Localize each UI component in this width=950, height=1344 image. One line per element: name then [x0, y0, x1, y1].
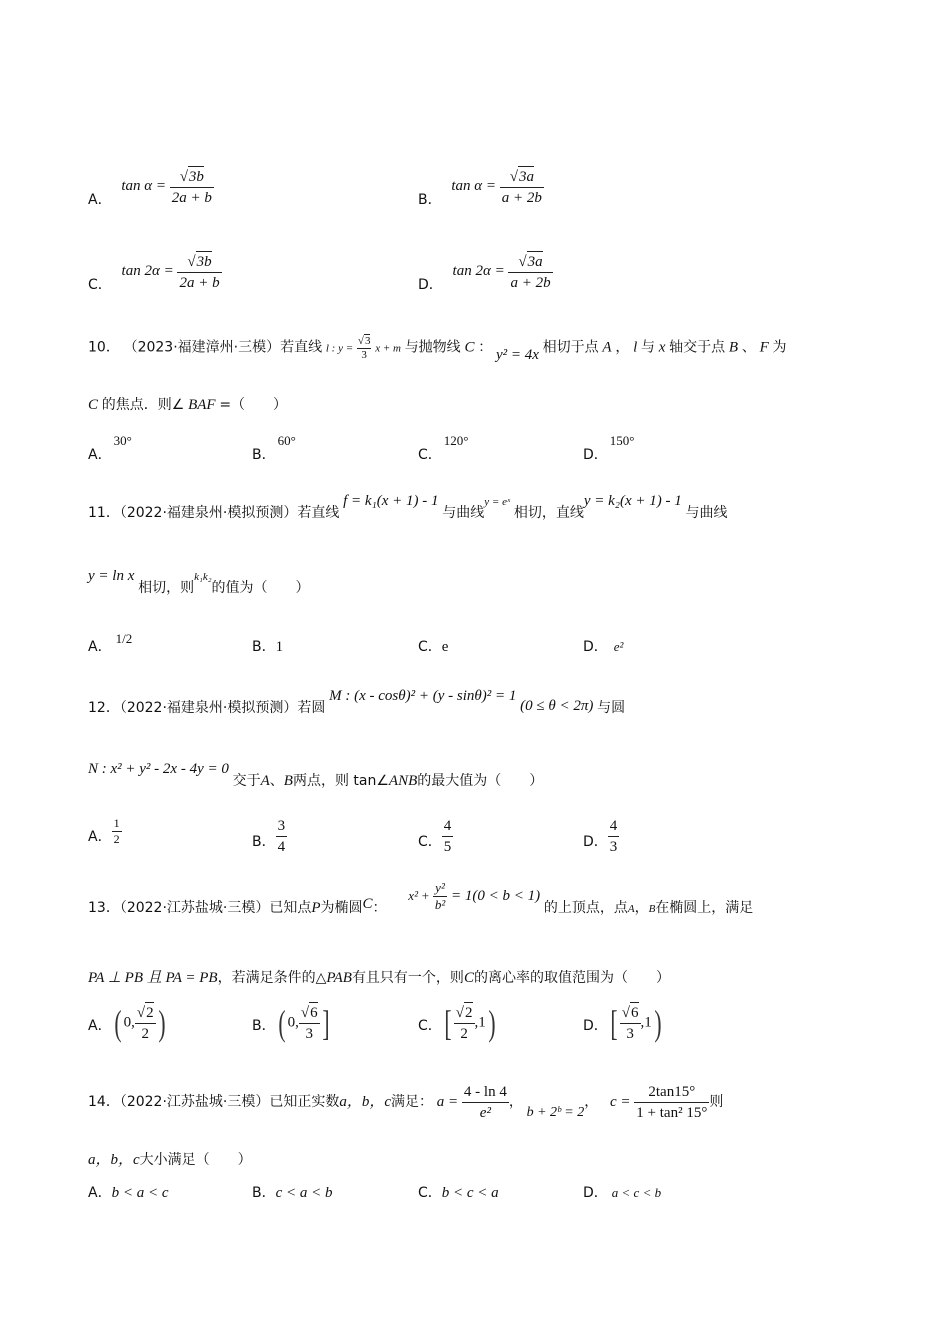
- option-lhs: tan α =: [121, 178, 166, 195]
- interval-bound: 0,: [287, 1014, 299, 1031]
- option-label: B．: [252, 833, 276, 850]
- stem-text: ：: [478, 339, 493, 356]
- ellipse-condition: = 1(0 < b < 1): [450, 887, 541, 904]
- fraction-denominator: e²: [479, 1105, 491, 1121]
- a-definition-fraction: [462, 1082, 509, 1123]
- option-label: D．: [583, 639, 608, 655]
- q12-stem-line2: [88, 758, 544, 789]
- option-value: 150°: [609, 433, 635, 448]
- option-label: A．: [88, 1185, 112, 1201]
- option-label: A．: [88, 1018, 112, 1035]
- line-equation-tail: x + m: [375, 342, 401, 355]
- fraction-denominator: 2a + b: [179, 275, 220, 291]
- interval-bracket: [: [444, 1003, 452, 1043]
- stem-text: 两点，则 tan∠: [292, 773, 389, 789]
- q11-option-d: [583, 636, 623, 656]
- option-fraction: [276, 816, 288, 857]
- option-label: B．: [418, 192, 442, 209]
- q9-option-c: [88, 251, 222, 293]
- stem-text: ，: [634, 899, 649, 916]
- question-number: 12．: [88, 700, 120, 716]
- option-value: 30°: [113, 433, 132, 448]
- option-value: 1: [275, 639, 284, 655]
- point-name: A: [627, 902, 635, 915]
- option-label: C．: [418, 1185, 442, 1201]
- curve-name: C: [362, 895, 373, 912]
- q13-option-c: [418, 1002, 498, 1044]
- fraction-numerator: 4: [442, 816, 454, 837]
- option-value: 60°: [277, 433, 296, 448]
- stem-text: 满足：: [391, 1093, 434, 1110]
- q11-stem-line1: [88, 490, 728, 521]
- point-name: B: [283, 773, 293, 789]
- option-label: C．: [88, 277, 112, 294]
- stem-text: 的最大值为（ ）: [417, 773, 544, 789]
- fraction-numerator: 2: [145, 1002, 154, 1023]
- fraction-denominator: 2: [141, 1026, 149, 1042]
- fraction-denominator: 2: [460, 1026, 468, 1042]
- fraction-numerator: 6: [630, 1002, 639, 1023]
- answer-blank: =（ ）: [219, 397, 288, 413]
- stem-text: 、: [741, 339, 756, 356]
- question-source: （2022·福建泉州·模拟预测）若圆: [119, 700, 326, 716]
- option-fraction: $\frac{√3b}{2a + b}$: [177, 251, 221, 293]
- option-label: D．: [583, 447, 608, 463]
- line-equation: l : y =: [325, 342, 354, 355]
- stem-text: 的上顶点，点: [543, 899, 628, 916]
- curve-name: C: [464, 339, 475, 356]
- q11-option-b: [252, 636, 283, 656]
- option-label: A．: [88, 447, 112, 463]
- q10-option-a: [88, 430, 132, 463]
- ellipse-y-fraction: $\frac{\text{y²}}{\text{b²}}$: [434, 880, 446, 912]
- q14-option-b: [252, 1182, 333, 1202]
- stem-text: ：: [372, 899, 387, 916]
- point-name: F: [759, 339, 769, 356]
- separator: ，: [508, 1093, 523, 1110]
- fraction-denominator: 4: [277, 839, 286, 855]
- stem-text: 则: [709, 1093, 724, 1110]
- interval-fraction: $\frac{√6}{3}$: [620, 1002, 641, 1044]
- stem-text: 为椭圆: [320, 899, 363, 916]
- ellipse-plus: +: [421, 887, 430, 903]
- q13-option-a: [88, 1002, 168, 1044]
- q14-stem-line2: [88, 1148, 252, 1169]
- stem-text: 轴交于点: [669, 339, 726, 356]
- stem-text: 、: [269, 773, 284, 789]
- option-label: C．: [418, 639, 442, 655]
- interval-fraction: $\frac{√6}{3}$: [299, 1002, 320, 1044]
- point-name: B: [728, 339, 739, 356]
- fraction-numerator: 3b: [196, 251, 212, 272]
- stem-text: 为: [772, 339, 787, 356]
- q12-option-d: [583, 816, 619, 857]
- q13-option-d: [583, 1002, 664, 1044]
- option-label: D．: [583, 1185, 608, 1201]
- q10-option-b: [252, 430, 296, 463]
- option-fraction: $\frac{√3a}{a + 2b}$: [500, 166, 544, 208]
- q13-option-b: [252, 1002, 332, 1044]
- option-value: e: [441, 639, 449, 655]
- question-number: 10．: [88, 339, 120, 356]
- option-value: 1/2: [115, 631, 133, 646]
- parabola-equation: y² = 4x: [495, 347, 539, 364]
- fraction-denominator: 3: [305, 1026, 313, 1042]
- interval-bracket: ): [157, 1003, 166, 1043]
- line-slope-fraction: $\frac{√3}{3}$: [357, 335, 371, 361]
- stem-text: 与曲线: [685, 505, 728, 521]
- option-value: a < c < b: [611, 1185, 662, 1200]
- option-label: B．: [252, 1018, 276, 1035]
- triangle-name: PAB: [326, 970, 352, 986]
- stem-text: 相切于点: [542, 339, 599, 356]
- q10-stem-line1: [88, 334, 787, 362]
- option-fraction: [112, 816, 122, 847]
- q14-option-a: [88, 1182, 168, 1202]
- question-number: 14．: [88, 1093, 120, 1110]
- stem-text: 交于: [232, 773, 261, 789]
- question-source: （2022·江苏盐城·三模）已知点: [119, 899, 312, 916]
- point-name: A: [260, 773, 270, 789]
- circle-m-equation: M : (x - cosθ)² + (y - sinθ)² = 1: [329, 688, 517, 704]
- c-definition-fraction: [634, 1082, 709, 1123]
- fraction-numerator: 2: [464, 1002, 473, 1023]
- option-value: b < c < a: [441, 1185, 499, 1201]
- option-label: D．: [418, 277, 443, 294]
- line-equation: f = k₁(x + 1) - 1: [343, 493, 439, 509]
- stem-text: 的离心率的取值范围为（ ）: [473, 970, 670, 986]
- option-label: D．: [583, 833, 608, 850]
- a-definition-lhs: a =: [436, 1093, 459, 1110]
- separator: ，: [584, 1093, 599, 1110]
- q14-option-d: [583, 1182, 661, 1202]
- option-lhs: tan 2α =: [452, 263, 505, 280]
- stem-text: 有且只有一个，则: [351, 970, 464, 986]
- interval-bracket: [: [610, 1003, 618, 1043]
- stem-text: 的焦点．则∠: [101, 397, 185, 413]
- option-fraction: [442, 816, 454, 857]
- option-fraction: $\frac{√3a}{a + 2b}$: [508, 251, 552, 293]
- interval-bracket: ): [488, 1003, 496, 1043]
- fraction-denominator: 2: [113, 832, 120, 846]
- product-expression: k₁k₂: [194, 571, 212, 583]
- fraction-numerator: 2tan15°: [634, 1082, 709, 1103]
- stem-text: 与抛物线: [404, 339, 461, 356]
- option-label: A．: [88, 639, 112, 655]
- question-number: 11．: [88, 505, 120, 521]
- q13-stem-line1: [88, 880, 754, 916]
- q12-option-b: [252, 816, 287, 857]
- option-lhs: tan 2α =: [121, 263, 174, 280]
- stem-text: 相切，直线: [513, 505, 584, 521]
- line-equation: y = k₂(x + 1) - 1: [583, 493, 682, 509]
- stem-text: 与: [640, 339, 655, 356]
- interval-bound: ,1: [640, 1014, 652, 1031]
- fraction-denominator: 2a + b: [171, 190, 212, 206]
- fraction-denominator: 1 + tan² 15°: [636, 1105, 708, 1121]
- option-label: C．: [418, 1018, 442, 1035]
- q14-option-c: [418, 1182, 499, 1202]
- fraction-numerator: 4 - ln 4: [462, 1082, 509, 1103]
- option-lhs: tan α =: [451, 178, 497, 195]
- q11-option-c: [418, 636, 448, 656]
- question-source: （2023·福建漳州·三模）若直线: [123, 339, 323, 356]
- b-definition: b + 2ᵇ = 2: [526, 1104, 585, 1120]
- q9-option-b: [418, 166, 544, 208]
- option-label: A．: [88, 192, 112, 209]
- ellipse-term-x: x²: [408, 887, 418, 903]
- interval-bracket: (: [278, 1003, 286, 1043]
- q13-stem-line2: [88, 966, 670, 987]
- fraction-denominator: 3: [609, 839, 618, 855]
- option-value: b < a < c: [111, 1185, 169, 1201]
- curve-equation: y = eˣ: [484, 496, 511, 508]
- interval-bracket: (: [113, 1003, 122, 1043]
- option-value: e²: [613, 639, 624, 654]
- fraction-numerator: 3a: [527, 251, 543, 272]
- fraction-numerator: 3a: [518, 166, 534, 187]
- fraction-denominator: a + 2b: [501, 190, 542, 206]
- option-fraction: [608, 816, 620, 857]
- interval-bound: ,1: [474, 1014, 486, 1031]
- interval-bracket: ]: [321, 1003, 330, 1043]
- circle-n-equation: N : x² + y² - 2x - 4y = 0: [88, 761, 229, 777]
- option-label: B．: [252, 447, 276, 463]
- fraction-numerator: 1: [113, 816, 120, 830]
- point-name: P: [311, 899, 321, 916]
- option-label: A．: [88, 828, 112, 845]
- perpendicular-condition: PA ⊥ PB 且 PA = PB: [88, 970, 218, 986]
- parameter-range: (0 ≤ θ < 2π): [520, 698, 594, 714]
- q10-option-d: [583, 430, 635, 463]
- fraction-numerator: 3: [364, 335, 371, 347]
- stem-text: 与曲线: [442, 505, 485, 521]
- q9-option-d: [418, 251, 553, 293]
- line-name: l: [633, 339, 638, 356]
- angle-name: BAF: [188, 397, 216, 413]
- stem-text: 相切，则: [138, 580, 195, 596]
- stem-text: ，若满足条件的△: [217, 970, 327, 986]
- fraction-numerator: 3b: [188, 166, 204, 187]
- interval-fraction: $\frac{√2}{2}$: [454, 1002, 475, 1044]
- q14-stem-line1: [88, 1082, 723, 1123]
- q11-stem-line2: [88, 565, 310, 596]
- option-value: 120°: [443, 433, 469, 448]
- fraction-denominator: 5: [443, 839, 452, 855]
- c-definition-lhs: c =: [610, 1093, 631, 1110]
- stem-text: ，: [615, 339, 630, 356]
- interval-fraction: $\frac{√2}{2}$: [135, 1002, 156, 1044]
- curve-name: C: [88, 397, 99, 413]
- q12-stem-line1: [88, 685, 626, 716]
- q10-option-c: [418, 430, 469, 463]
- q11-option-a: [88, 622, 133, 655]
- stem-text: 的值为（ ）: [211, 580, 310, 596]
- axis-name: x: [658, 339, 666, 356]
- option-value: c < a < b: [275, 1185, 333, 1201]
- option-label: C．: [418, 833, 442, 850]
- q12-option-a: [88, 816, 122, 847]
- q10-stem-line2: [88, 394, 287, 414]
- fraction-numerator: 3: [276, 816, 288, 837]
- q9-option-a: [88, 166, 214, 208]
- fraction-numerator: 4: [608, 816, 620, 837]
- stem-text: 与圆: [597, 700, 626, 716]
- fraction-denominator: 3: [361, 349, 367, 361]
- fraction-denominator: a + 2b: [510, 275, 551, 291]
- point-name: A: [602, 339, 612, 356]
- interval-bracket: ): [654, 1003, 662, 1043]
- variable-list: a，b，c: [339, 1093, 392, 1110]
- option-fraction: $\frac{√3b}{2a + b}$: [170, 166, 214, 208]
- question-number: 13．: [88, 899, 120, 916]
- q12-option-c: [418, 816, 453, 857]
- angle-name: ANB: [388, 773, 418, 789]
- curve-equation: y = ln x: [88, 568, 135, 584]
- question-source: （2022·福建泉州·模拟预测）若直线: [119, 505, 340, 521]
- variable-list: a，b，c: [88, 1152, 140, 1168]
- option-label: B．: [252, 1185, 276, 1201]
- curve-name: C: [463, 970, 474, 986]
- stem-text: 大小满足（ ）: [139, 1152, 252, 1168]
- stem-text: 在椭圆上，满足: [655, 899, 754, 916]
- option-label: B．: [252, 639, 276, 655]
- fraction-denominator: 3: [626, 1026, 634, 1042]
- fraction-numerator: 6: [309, 1002, 318, 1023]
- interval-bound: 0,: [123, 1014, 135, 1031]
- option-label: D．: [583, 1018, 608, 1035]
- option-label: C．: [418, 447, 442, 463]
- question-source: （2022·江苏盐城·三模）已知正实数: [119, 1093, 340, 1110]
- point-name: B: [648, 902, 656, 915]
